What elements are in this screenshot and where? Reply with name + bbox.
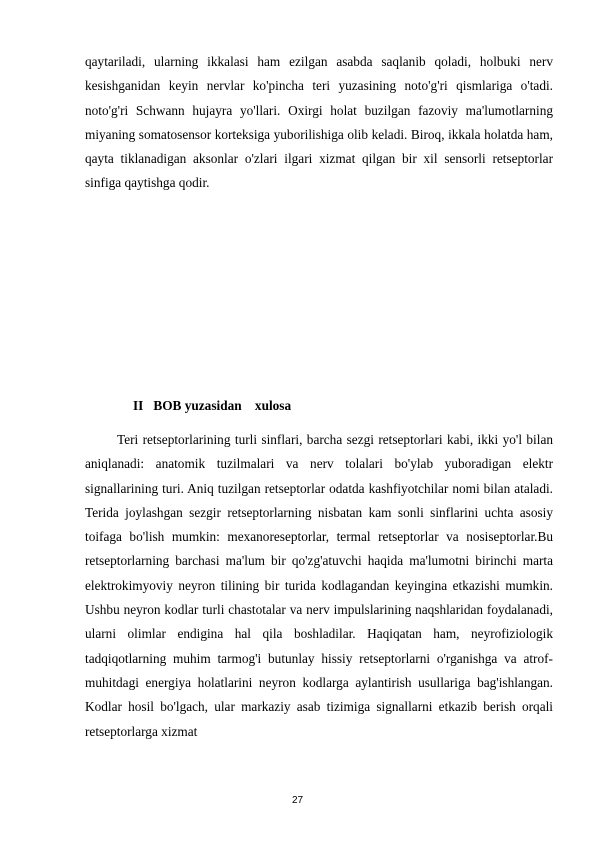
page-number: 27 [291,795,304,806]
section-heading: II BOB yuzasidan xulosa [133,398,292,413]
paragraph-conclusion: Teri retseptorlarining turli sinflari, barcha sezgi retseptorlari kabi, ikki yo'l bilan aniqlanadi: anatomik tuzilmalari va nerv tolalari bo'ylab yuboradigan elektr signallarining turi. Aniq tuzilgan retseptorlar odatda kashfiyotchilar nomi bilan ataladi. Terida joylashgan sezgir retseptorlarning nisbatan kam sonli sinflarini uchta asosiy toifaga bo'lish mumkin: mexanoreseptorlar, termal retseptorlar va nosiseptorlar.Bu retseptorlarning barchasi ma'lum bir qo'zg'atuvchi haqida ma'lumotni birinchi marta elektrokimyoviy neyron tilining bir turida kodlagandan keyingina etkazishi mumkin. Ushbu neyron kodlar turli chastotalar va nerv impulslarining naqshlaridan foydalanadi, ularni olimlar endigina hal qila boshladilar. Haqiqatan ham, neyrofiziologik tadqiqotlarning muhim tarmog'i butunlay hissiy retseptorlarni o'rganishga va atrof-muhitdagi energiya holatlarini neyron kodlarga aylantirish usullariga bag'ishlangan. Kodlar hosil bo'lgach, ular markaziy asab tizimiga signallarni etkazib berish orqali retseptorlarga xizmat [85,432,553,739]
paragraph-continued: qaytariladi, ularning ikkalasi ham ezilgan asabda saqlanib qoladi, holbuki nerv kesishganidan keyin nervlar ko'pincha teri yuzasining noto'g'ri qismlariga o'tadi. noto'g'ri Schwann hujayra yo'llari. Oxirgi holat buzilgan fazoviy ma'lumotlarning miyaning somatosensor korteksiga yuborilishiga olib keladi. Biroq, ikkala holatda ham, qayta tiklanadigan aksonlar o'zlari ilgari xizmat qilgan bir xil sensorli retseptorlar sinfiga qaytishga qodir. [85,54,553,191]
